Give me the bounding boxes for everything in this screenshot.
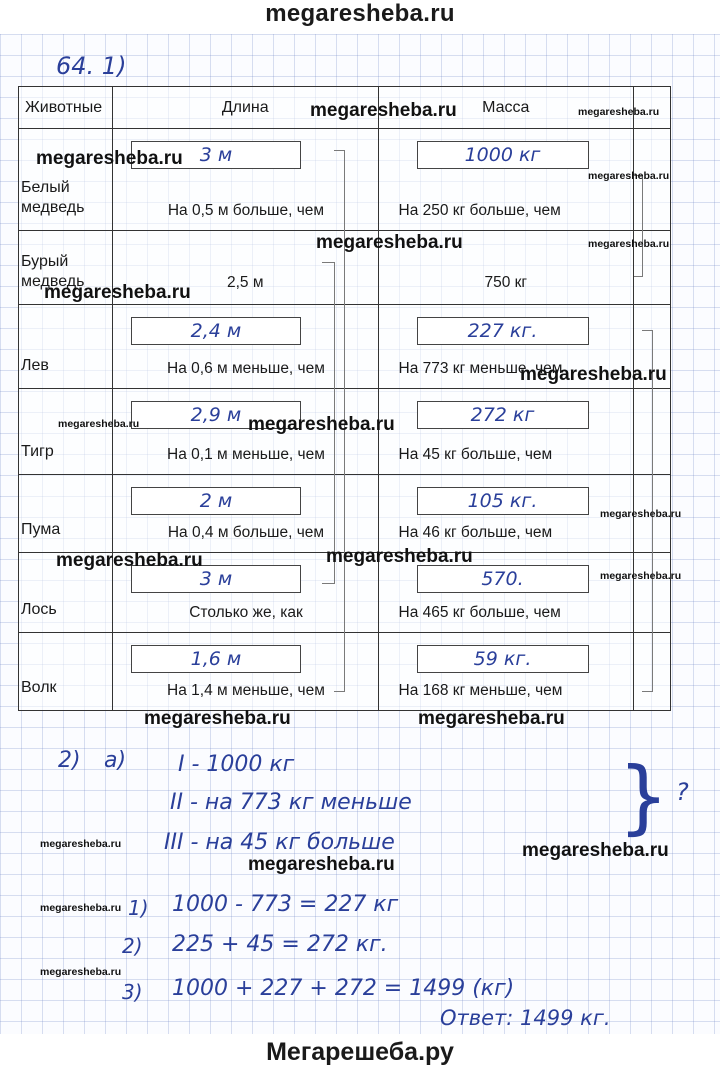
length-answer: 2,4 м bbox=[190, 320, 242, 342]
step-expression: 1000 - 773 = 227 кг bbox=[172, 892, 399, 917]
animal-name: Бурый медведь bbox=[21, 253, 85, 290]
length-answer: 3 м bbox=[199, 568, 233, 590]
mass-comparison: На 46 кг больше, чем bbox=[398, 524, 553, 541]
mass-answer-box[interactable] bbox=[417, 487, 589, 515]
watermark: megaresheba.ru bbox=[40, 966, 122, 978]
mass-reference-line bbox=[634, 175, 643, 277]
length-answer-box[interactable] bbox=[131, 487, 301, 515]
watermark: megaresheba.ru bbox=[44, 282, 191, 303]
solution-part-label: 2) bbox=[58, 748, 81, 773]
mass-comparison: На 465 кг больше, чем bbox=[398, 604, 561, 621]
step-expression: 225 + 45 = 272 кг. bbox=[172, 932, 388, 957]
watermark: megaresheba.ru bbox=[588, 238, 670, 250]
site-footer[interactable]: Мегарешеба.ру bbox=[266, 1038, 454, 1066]
watermark: megaresheba.ru bbox=[40, 838, 122, 850]
header-mass: Масса bbox=[378, 87, 634, 129]
watermark: megaresheba.ru bbox=[418, 708, 565, 729]
watermark: megaresheba.ru bbox=[316, 232, 463, 253]
animal-name: Белый медведь bbox=[21, 179, 85, 216]
watermark: megaresheba.ru bbox=[600, 570, 682, 582]
step-number: 3) bbox=[122, 980, 143, 1004]
length-comparison: На 0,4 м больше, чем bbox=[167, 524, 325, 541]
length-comparison: На 0,6 м меньше, чем bbox=[167, 360, 325, 377]
animal-name: Тигр bbox=[21, 443, 54, 460]
mass-comparison: На 45 кг больше, чем bbox=[398, 446, 553, 463]
step-number: 2) bbox=[122, 934, 143, 958]
step-expression: 1000 + 227 + 272 = 1499 (кг) bbox=[172, 976, 515, 1001]
mass-answer-box[interactable] bbox=[417, 401, 589, 429]
mass-value: 750 кг bbox=[484, 274, 528, 291]
length-comparison: На 1,4 м меньше, чем bbox=[167, 682, 325, 699]
watermark: megaresheba.ru bbox=[58, 418, 140, 430]
length-value: 2,5 м bbox=[226, 274, 264, 291]
header-length: Длина bbox=[112, 87, 378, 129]
mass-answer-box[interactable] bbox=[417, 317, 589, 345]
length-comparison: На 0,1 м меньше, чем bbox=[167, 446, 325, 463]
mass-answer: 272 кг bbox=[470, 404, 535, 426]
step-number: 1) bbox=[128, 896, 149, 920]
watermark: megaresheba.ru bbox=[600, 508, 682, 520]
animal-name: Волк bbox=[21, 679, 57, 696]
mass-answer-box[interactable] bbox=[417, 141, 589, 169]
watermark: megaresheba.ru bbox=[56, 550, 203, 571]
watermark: megaresheba.ru bbox=[522, 840, 669, 861]
length-answer: 2,9 м bbox=[190, 404, 242, 426]
watermark: megaresheba.ru bbox=[310, 100, 457, 121]
length-answer: 2 м bbox=[199, 490, 233, 512]
answer-text: Ответ: 1499 кг. bbox=[440, 1006, 611, 1030]
watermark: megaresheba.ru bbox=[36, 148, 183, 169]
length-answer: 3 м bbox=[199, 144, 233, 166]
length-answer: 1,6 м bbox=[190, 648, 242, 670]
watermark: megaresheba.ru bbox=[144, 708, 291, 729]
watermark: megaresheba.ru bbox=[40, 902, 122, 914]
task-label: 64. 1) bbox=[56, 52, 127, 80]
animal-name: Лось bbox=[21, 601, 57, 618]
question-mark: ? bbox=[676, 778, 689, 806]
watermark: megaresheba.ru bbox=[248, 854, 395, 875]
animal-name: Пума bbox=[21, 521, 61, 538]
length-answer-box[interactable] bbox=[131, 317, 301, 345]
mass-answer: 59 кг. bbox=[473, 648, 532, 670]
solution-sub-label: а) bbox=[104, 748, 127, 773]
mass-answer: 1000 кг bbox=[464, 144, 541, 166]
mass-answer-box[interactable] bbox=[417, 645, 589, 673]
solution-line: III - на 45 кг больше bbox=[164, 830, 395, 855]
watermark: megaresheba.ru bbox=[588, 170, 670, 182]
question-brace: } bbox=[618, 750, 669, 843]
solution-line: II - на 773 кг меньше bbox=[170, 790, 412, 815]
mass-comparison: На 773 кг меньше, чем bbox=[398, 360, 563, 377]
mass-answer: 570. bbox=[481, 568, 524, 590]
header-animals: Животные bbox=[19, 87, 113, 129]
mass-answer-box[interactable] bbox=[417, 565, 589, 593]
site-header[interactable]: megaresheba.ru bbox=[265, 0, 455, 27]
mass-answer: 227 кг. bbox=[467, 320, 538, 342]
watermark: megaresheba.ru bbox=[520, 364, 667, 385]
mass-comparison: На 168 кг меньше, чем bbox=[398, 682, 563, 699]
watermark: megaresheba.ru bbox=[578, 106, 660, 118]
length-comparison: На 0,5 м больше, чем bbox=[167, 202, 325, 219]
animal-name: Лев bbox=[21, 357, 49, 374]
mass-comparison: На 250 кг больше, чем bbox=[398, 202, 561, 219]
watermark: megaresheba.ru bbox=[248, 414, 395, 435]
length-comparison: Столько же, как bbox=[189, 604, 303, 621]
mass-answer: 105 кг. bbox=[467, 490, 538, 512]
watermark: megaresheba.ru bbox=[326, 546, 473, 567]
solution-line: I - 1000 кг bbox=[178, 752, 295, 777]
length-answer-box[interactable] bbox=[131, 645, 301, 673]
